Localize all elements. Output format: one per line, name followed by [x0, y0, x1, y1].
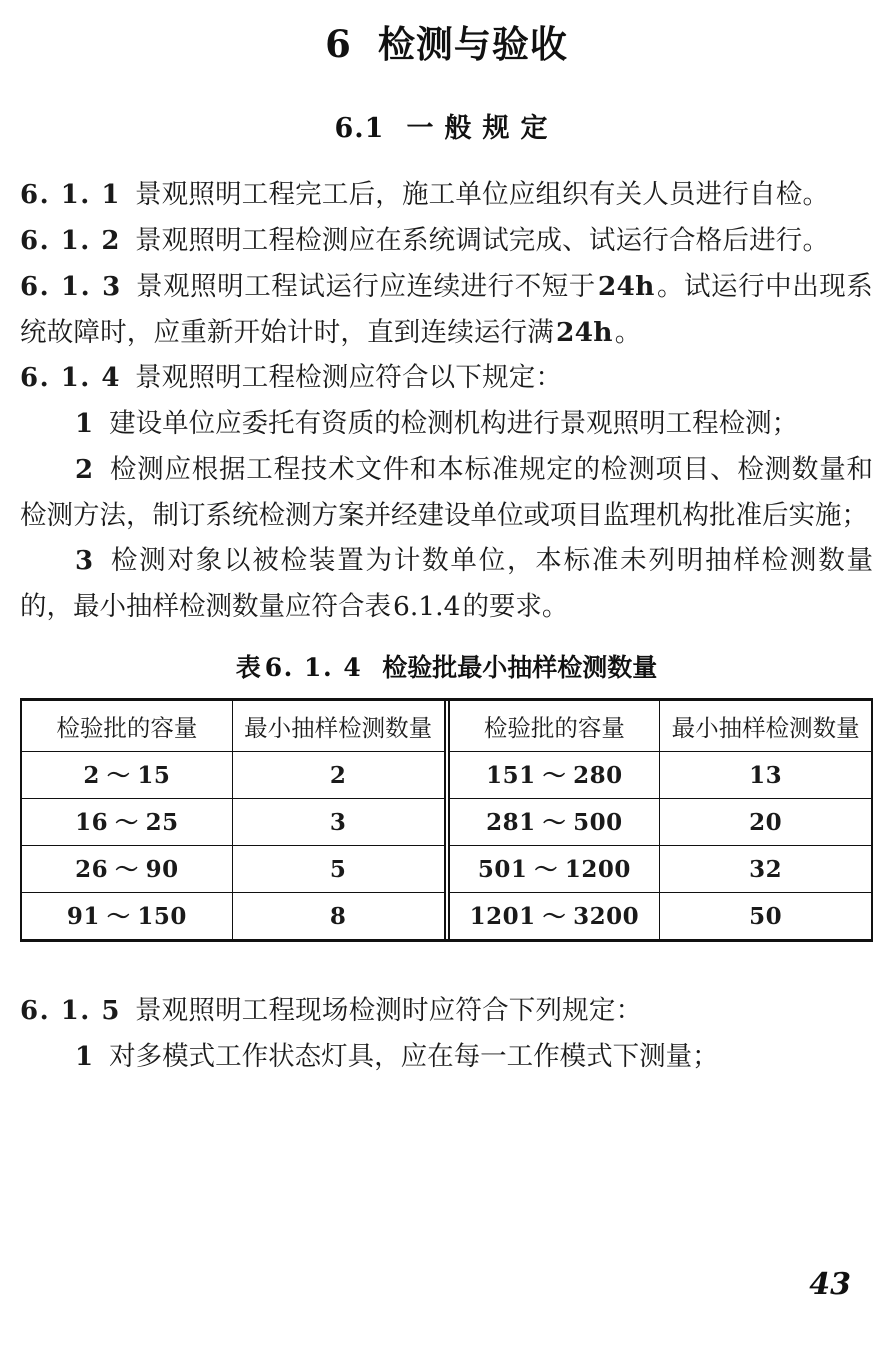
range-from: 281	[486, 808, 536, 836]
cell-batch-range	[22, 799, 233, 845]
range-separator: ～	[542, 761, 567, 789]
item-number: 3	[75, 546, 94, 576]
range-to: 1200	[564, 855, 631, 883]
clause-text: 景观照明工程完工后，施工单位应组织有关人员进行自检。	[134, 179, 830, 210]
clause-6-1-5	[20, 988, 873, 1034]
table-caption-prefix: 表	[235, 653, 261, 682]
range-from: 1201	[469, 902, 536, 930]
min-sample-value: 20	[749, 808, 783, 836]
cell-batch-range	[22, 752, 233, 798]
cell-min-sample	[233, 846, 444, 892]
table-row	[450, 893, 872, 939]
cell-min-sample	[233, 799, 444, 845]
item-text: 建设单位应委托有资质的检测机构进行景观照明工程检测；	[109, 408, 799, 439]
table-caption	[20, 629, 873, 698]
table-row	[450, 846, 872, 893]
section-title-text: 一般规定	[406, 113, 559, 144]
cell-batch-range	[450, 893, 661, 939]
min-sample-value: 2	[329, 761, 347, 789]
clause-number: 6. 1. 2	[20, 226, 121, 256]
table-row	[22, 893, 444, 939]
range-to: 25	[145, 808, 179, 836]
range-to: 150	[137, 902, 187, 930]
list-item-614-1	[20, 401, 873, 447]
item-text-part-b: 的要求。	[462, 591, 569, 622]
page-number: 43	[809, 1267, 851, 1302]
list-item-614-3	[20, 538, 873, 629]
clause-text: 景观照明工程现场检测时应符合下列规定：	[134, 995, 643, 1026]
column-header-min-sample: 最小抽样检测数量	[244, 714, 433, 742]
body-text-block	[20, 142, 873, 629]
clause-6-1-4	[20, 355, 873, 401]
cell-batch-range	[22, 893, 233, 939]
table-caption-number: 6. 1. 4	[264, 653, 363, 682]
range-separator: ～	[115, 808, 139, 836]
range-separator: ～	[542, 808, 567, 836]
table-row	[22, 799, 444, 846]
range-to: 500	[573, 808, 623, 836]
clause-number: 6. 1. 4	[20, 363, 121, 393]
range-separator: ～	[542, 902, 567, 930]
range-separator: ～	[115, 855, 139, 883]
clause-text: 景观照明工程检测应在系统调试完成、试运行合格后进行。	[134, 225, 830, 256]
min-sample-value: 32	[749, 855, 783, 883]
cell-min-sample	[233, 752, 444, 798]
range-from: 151	[486, 761, 536, 789]
spacer	[20, 942, 873, 988]
min-sample-value: 8	[329, 902, 347, 930]
cell-batch-range	[22, 846, 233, 892]
clause-6-1-1	[20, 172, 873, 218]
range-to: 15	[137, 761, 171, 789]
table-row	[450, 752, 872, 799]
range-separator: ～	[534, 855, 558, 883]
cell-min-sample	[660, 752, 871, 798]
cell-batch-range	[450, 752, 661, 798]
clause-6-1-3	[20, 264, 873, 355]
clause-number: 6. 1. 1	[20, 180, 121, 210]
table-row	[22, 846, 444, 893]
range-from: 26	[75, 855, 109, 883]
chapter-title-text: 检测与验收	[377, 23, 568, 66]
table-row	[450, 799, 872, 846]
table-left-half	[20, 701, 446, 939]
list-item-615-1	[20, 1034, 873, 1080]
range-from: 16	[75, 808, 109, 836]
clause-text: 景观照明工程检测应符合以下规定：	[134, 362, 563, 393]
min-sample-value: 13	[749, 761, 783, 789]
cell-min-sample	[660, 893, 871, 939]
sampling-quantity-table	[20, 698, 873, 942]
clause-text-part-a: 景观照明工程试运行应连续进行不短于	[135, 271, 596, 302]
min-sample-value: 3	[329, 808, 347, 836]
clause-text-part-c: 。	[614, 317, 642, 348]
table-right-half	[448, 701, 874, 939]
table-caption-title: 检验批最小抽样检测数量	[382, 653, 658, 682]
cell-batch-range	[450, 799, 661, 845]
column-header-batch-size: 检验批的容量	[22, 701, 233, 751]
clause-text-part-b: 。试运行中出现系统故障时，应重新开始计时，直到连续运行满	[20, 271, 873, 348]
min-sample-value: 50	[749, 902, 783, 930]
duration-value-first: 24h	[597, 271, 655, 302]
table-header-row-right	[450, 701, 872, 752]
range-to: 3200	[573, 902, 640, 930]
range-from: 2	[83, 761, 100, 789]
table-row	[22, 752, 444, 799]
clause-number: 6. 1. 5	[20, 996, 121, 1026]
item-number: 2	[75, 455, 94, 485]
list-item-614-2	[20, 447, 873, 538]
item-number: 1	[75, 1042, 94, 1072]
item-number: 1	[75, 409, 94, 439]
item-text: 检测应根据工程技术文件和本标准规定的检测项目、检测数量和检测方法，制订系统检测方案并经建设单位或项目监理机构批准后实施；	[20, 454, 873, 531]
cell-min-sample	[660, 846, 871, 892]
range-separator: ～	[106, 761, 131, 789]
cell-min-sample	[233, 893, 444, 939]
section-title	[20, 63, 873, 142]
item-text: 对多模式工作状态灯具，应在每一工作模式下测量；	[109, 1041, 719, 1072]
range-from: 91	[66, 902, 100, 930]
range-to: 280	[573, 761, 623, 789]
clause-6-1-2	[20, 218, 873, 264]
clause-number: 6. 1. 3	[20, 272, 122, 302]
duration-value-second: 24h	[556, 317, 613, 348]
table-reference: 6.1.4	[393, 591, 461, 622]
range-from: 501	[477, 855, 528, 883]
item-text-part-a: 检测对象以被检装置为计数单位，本标准未列明抽样检测数量的，最小抽样检测数量应符合表	[20, 545, 873, 622]
section-number: 6.1	[334, 113, 385, 144]
range-to: 90	[145, 855, 179, 883]
table-header-row-left	[22, 701, 444, 752]
body-text-block-lower	[20, 988, 873, 1080]
min-sample-value: 5	[329, 855, 347, 883]
range-separator: ～	[106, 902, 131, 930]
chapter-number: 6	[325, 22, 352, 66]
cell-min-sample	[660, 799, 871, 845]
cell-batch-range	[450, 846, 661, 892]
chapter-title	[20, 0, 873, 66]
column-header-min-sample: 最小抽样检测数量	[671, 714, 860, 742]
column-header-batch-size: 检验批的容量	[450, 701, 661, 751]
